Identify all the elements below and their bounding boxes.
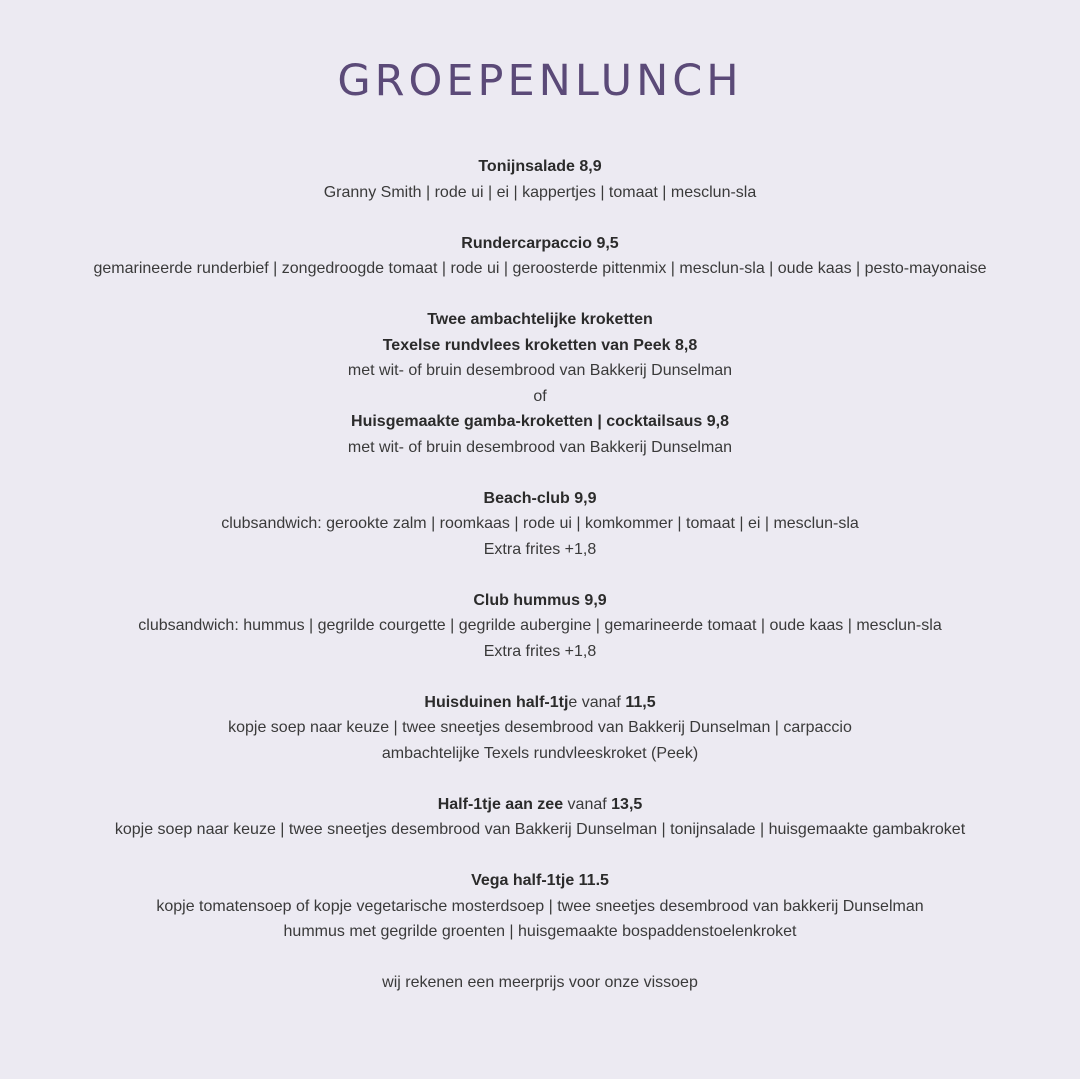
item-name-bold: Half-1tje aan zee bbox=[437, 795, 564, 813]
item-name: Rundercarpaccio 9,5 bbox=[461, 234, 619, 252]
item-name bbox=[0, 792, 1080, 818]
item-name: Club hummus 9,9 bbox=[473, 591, 607, 609]
menu-item-beachclub bbox=[0, 486, 1080, 563]
spacer bbox=[0, 843, 1080, 869]
item-name: Vega half-1tje 11.5 bbox=[471, 872, 609, 889]
spacer bbox=[0, 945, 1080, 971]
item-description: kopje soep naar keuze | twee sneetjes desembrood van Bakkerij Dunselman | tonijnsalade | huisgemaakte gambakroket bbox=[114, 821, 966, 838]
item-extra: Extra frites +1,8 bbox=[483, 540, 597, 558]
item-description: kopje soep naar keuze | twee sneetjes desembrood van Bakkerij Dunselman | carpaccio bbox=[228, 719, 852, 736]
menu-item-clubhummus bbox=[0, 588, 1080, 665]
spacer bbox=[0, 766, 1080, 792]
item-name-suffix: e vanaf bbox=[568, 693, 626, 711]
item-name: Huisgemaakte gamba-kroketten | cocktailsaus 9,8 bbox=[351, 413, 729, 430]
spacer bbox=[0, 205, 1080, 231]
item-price: 13,5 bbox=[611, 795, 643, 813]
menu-item-half-aan-zee bbox=[0, 792, 1080, 843]
item-description: ambachtelijke Texels rundvleeskroket (Peek) bbox=[381, 744, 699, 762]
spacer bbox=[0, 282, 1080, 308]
item-description: Granny Smith | rode ui | ei | kappertjes | tomaat | mesclun-sla bbox=[323, 183, 757, 201]
item-description: clubsandwich: hummus | gegrilde courgette | gegrilde aubergine | gemarineerde tomaat | oude kaas | mesclun-sla bbox=[138, 617, 942, 634]
item-extra: Extra frites +1,8 bbox=[483, 642, 597, 660]
spacer bbox=[0, 664, 1080, 690]
item-name-suffix: vanaf bbox=[563, 795, 612, 813]
menu-item-huisduinen bbox=[0, 690, 1080, 767]
menu-item-rundercarpaccio bbox=[0, 231, 1080, 282]
menu-item-tonijnsalade bbox=[0, 154, 1080, 205]
item-name: Tonijnsalade 8,9 bbox=[478, 158, 602, 175]
menu-list bbox=[0, 154, 1080, 996]
item-description: kopje tomatensoep of kopje vegetarische mosterdsoep | twee sneetjes desembrood van bakkerij Dunselman bbox=[156, 897, 924, 915]
spacer bbox=[0, 562, 1080, 588]
item-name: Texelse rundvlees kroketten van Peek 8,8 bbox=[382, 336, 698, 354]
item-description: met wit- of bruin desembrood van Bakkerij Dunselman bbox=[347, 362, 733, 379]
item-description: met wit- of bruin desembrood van Bakkerij Dunselman bbox=[347, 438, 733, 456]
item-description: clubsandwich: gerookte zalm | roomkaas | rode ui | komkommer | tomaat | ei | mesclun-sla bbox=[221, 515, 859, 532]
item-name bbox=[0, 690, 1080, 716]
item-name: Beach-club 9,9 bbox=[483, 489, 597, 507]
item-description: hummus met gegrilde groenten | huisgemaakte bospaddenstoelenkroket bbox=[283, 923, 797, 940]
page-title: GROEPENLUNCH bbox=[337, 56, 743, 106]
item-description: gemarineerde runderbief | zongedroogde tomaat | rode ui | geroosterde pittenmix | mesclun-sla | oude kaas | pesto-mayonaise bbox=[93, 260, 987, 277]
item-price: 11,5 bbox=[625, 693, 656, 711]
menu-item-kroketten bbox=[0, 307, 1080, 460]
menu-item-vega bbox=[0, 868, 1080, 945]
item-name-bold: Huisduinen half-1tj bbox=[424, 693, 569, 711]
footnote: wij rekenen een meerprijs voor onze vissoep bbox=[382, 974, 698, 991]
or-separator: of bbox=[533, 387, 547, 405]
spacer bbox=[0, 460, 1080, 486]
item-heading: Twee ambachtelijke kroketten bbox=[427, 311, 653, 328]
